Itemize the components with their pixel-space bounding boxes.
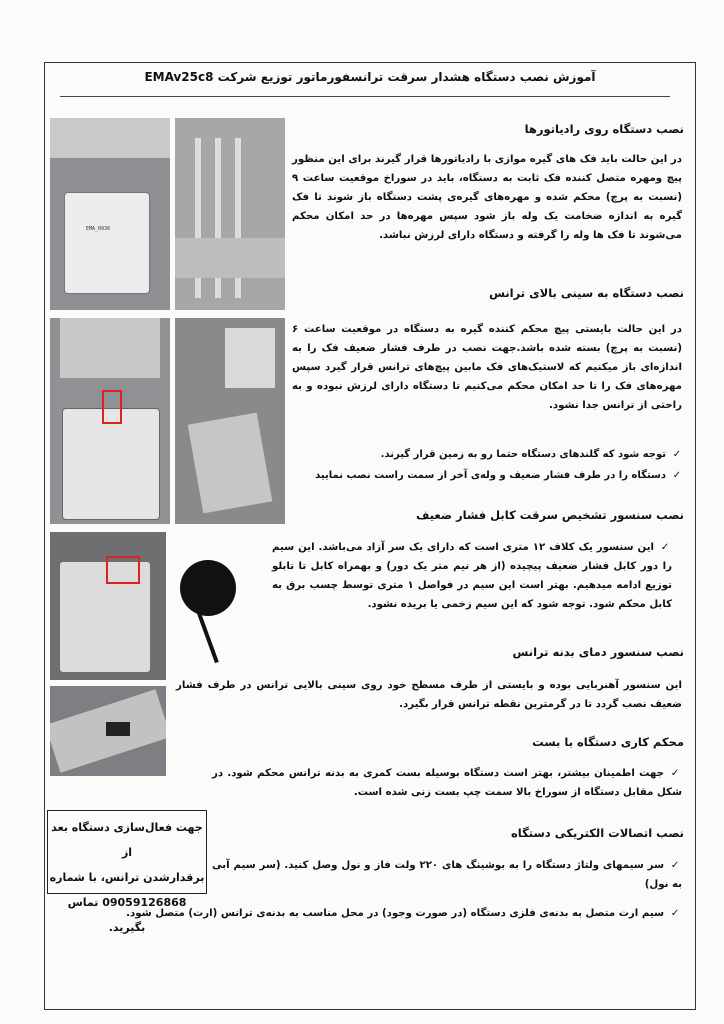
title-divider bbox=[60, 96, 670, 97]
photo-device-on-top bbox=[50, 318, 170, 524]
check-icon: ✓ bbox=[672, 449, 682, 460]
photo-radiator-clamp bbox=[175, 118, 285, 310]
device-label: EMA_0936 bbox=[86, 226, 111, 232]
check-icon: ✓ bbox=[670, 908, 680, 919]
check-icon: ✓ bbox=[670, 768, 680, 779]
heading-electrical: نصب اتصالات الکتریکی دستگاه bbox=[511, 826, 684, 840]
heading-radiator: نصب دستگاه روی رادیاتورها bbox=[524, 122, 684, 136]
text-top-tray: در این حالت بایستی پیچ محکم کننده گیره به دستگاه در موقعیت ساعت ۶ (نسبت به پرچ) بسته شده باشد.جهت نصب در طرف فشار ضعیف فک را به اندازه‌ای باز میکنیم که لاستیک‌های فک مابین پیچ‌های ترانس قرار گیرد سپس مهره‌های فک را تا حد امکان محکم می‌کنیم تا دستگاه دارای لرزش نبوده و به راحتی از ترانس جدا نشود. bbox=[292, 324, 682, 411]
bullet-voltage-wires: ✓سر سیمهای ولتاژ دستگاه را به بوشینگ های ۲۲۰ ولت فاز و نول وصل کنید. (سر سیم آبی به نول) bbox=[212, 856, 682, 894]
check-icon: ✓ bbox=[672, 470, 682, 481]
check-icon: ✓ bbox=[660, 542, 670, 553]
check-icon: ✓ bbox=[670, 860, 680, 871]
bullet-low-voltage-side: ✓دستگاه را در طرف فشار ضعیف و وله‌ی آخر از سمت راست نصب نمایید bbox=[294, 466, 684, 485]
photo-cable-sensor-coil bbox=[170, 540, 260, 670]
heading-strap: محکم کاری دستگاه با بست bbox=[532, 735, 684, 749]
bullet-earth-wire: ✓سیم ارت متصل به بدنه‌ی فلزی دستگاه (در صورت وجود) در محل مناسب به بدنه‌ی ترانس (ارت) متصل شود. bbox=[60, 904, 682, 923]
photo-cable-sensor-install bbox=[50, 532, 166, 680]
text-strap: ✓جهت اطمینان بیشتر، بهتر است دستگاه بوسیله بست کمری به بدنه ترانس محکم شود. در شکل مقابل دستگاه از سوراخ بالا سمت چپ بست زنی شده است. bbox=[212, 764, 682, 802]
activation-contact-box bbox=[47, 810, 207, 934]
heading-temperature-sensor: نصب سنسور دمای بدنه ترانس bbox=[512, 645, 684, 659]
text-temperature-sensor: این سنسور آهنربایی بوده و بایستی از طرف مسطح خود روی سینی بالایی ترانس در طرف فشار ضعیف نصب گردد تا در گرمترین نقطه ترانس قرار بگیرد. bbox=[176, 680, 682, 710]
contact-line-1: جهت فعال‌سازی دستگاه بعد از bbox=[51, 821, 203, 859]
bullet-glands: ✓توجه شود که گلندهای دستگاه حتما رو به زمین قرار گیرند. bbox=[294, 445, 684, 464]
text-cable-sensor: ✓این سنسور یک کلاف ۱۲ متری است که دارای یک سر آزاد می‌باشد. این سیم را دور کابل فشار ضعیف پیچیده (از هر نیم متر یک دور) و بهمراه کابل تا تابلو توزیع ادامه میدهیم. بهتر است این سیم در فواصل ۱ متری توسط چسب برق به کابل محکم شود. توجه شود که این سیم زخمی یا بریده نشود. bbox=[272, 538, 672, 614]
heading-top-tray: نصب دستگاه به سینی بالای ترانس bbox=[489, 286, 684, 300]
photo-temperature-sensor bbox=[50, 686, 166, 776]
contact-phone-line: 09059126868 تماس بگیرید. bbox=[67, 896, 187, 934]
photo-device-on-radiator bbox=[50, 118, 170, 310]
text-radiator: در این حالت باید فک های گیره موازی با رادیاتورها قرار گیرند برای این منظور پیچ ومهره متصل کننده فک ثابت به دستگاه، باید در سوراخ موقعیت ساعت ۹ (نسبت به پرچ) محکم شده و مهره‌های گیره‌ی پشت دستگاه باز شوند تا فک گیره به اندازه ضخامت یک وله باز شود سپس مهره‌ها در حد امکان محکم می‌شوند تا فک ها وله را گرفته و دستگاه دارای لرزش نباشد. bbox=[292, 154, 682, 241]
photo-top-clamp bbox=[175, 318, 285, 524]
heading-cable-sensor: نصب سنسور تشخیص سرقت کابل فشار ضعیف bbox=[416, 508, 684, 522]
contact-line-2: برقدارشدن ترانس، با شماره bbox=[49, 871, 205, 884]
page-title: آموزش نصب دستگاه هشدار سرقت ترانسفورماتور توزیع شرکت EMAv25c8 bbox=[144, 70, 596, 84]
